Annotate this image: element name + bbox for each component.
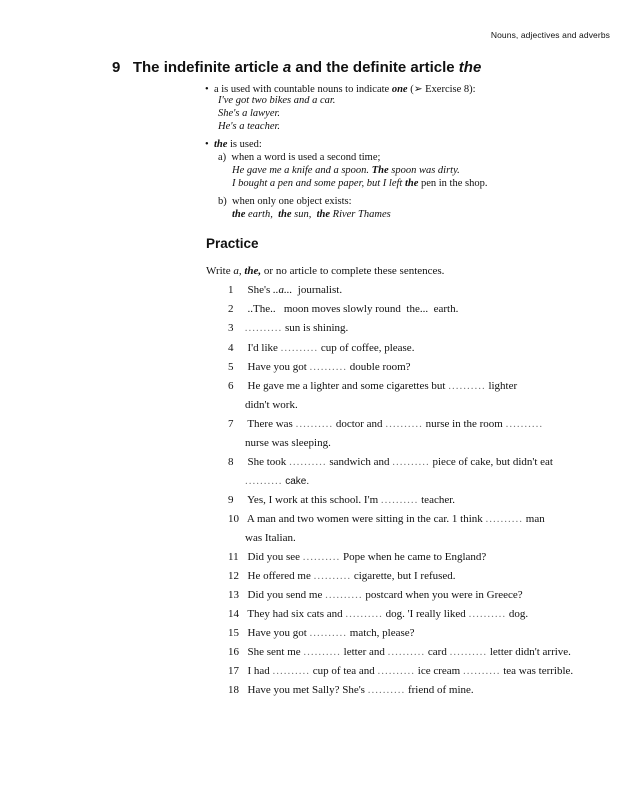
title-text-1: The indefinite article	[132, 59, 279, 76]
practice-heading: Practice	[206, 236, 259, 251]
exercise-item	[228, 627, 415, 639]
rule1-one: one	[391, 84, 408, 95]
exercise-item	[228, 589, 523, 601]
answer-blank[interactable]: ..........	[392, 456, 430, 468]
title-the: the	[458, 59, 482, 76]
item-text: Have you met Sally? She's	[247, 684, 365, 696]
rule1-text: a is used with countable nouns to indicate	[213, 84, 390, 95]
exercise-item	[228, 551, 486, 563]
answer-blank[interactable]: ..........	[385, 418, 423, 430]
item-text: Yes, I work at this school. I'm	[247, 494, 379, 506]
item-text: doctor and	[335, 418, 383, 430]
exercise-item	[228, 303, 458, 315]
answer-blank[interactable]: ..........	[325, 589, 363, 601]
item-text: Did you see	[247, 551, 301, 563]
exercise-item	[228, 456, 553, 468]
answer-blank[interactable]: ..........	[345, 608, 383, 620]
ex-text: I bought a pen and some paper, but I left	[232, 178, 403, 189]
rule1-example: He's a teacher.	[218, 121, 281, 132]
ex-text: River Thames	[332, 209, 391, 220]
rule2-text: is used:	[229, 139, 262, 150]
exercise-item	[228, 284, 342, 296]
answer-blank[interactable]: ..........	[449, 646, 488, 658]
exercise-item	[228, 684, 474, 696]
exercise-item	[228, 322, 348, 334]
item-number: 12	[228, 570, 239, 582]
item-text: piece of cake, but didn't eat	[432, 456, 553, 468]
instr-text: or no article to complete these sentences.	[263, 265, 445, 277]
item-number: 1	[228, 284, 234, 296]
item-text: man	[525, 513, 545, 525]
exercise-item	[228, 665, 573, 677]
title-a: a	[282, 59, 292, 76]
item-text: ice cream	[417, 665, 461, 677]
item-number: 8	[228, 456, 234, 468]
item-text: dog. 'I really liked	[385, 608, 466, 620]
answer-blank[interactable]: ..........	[377, 665, 416, 677]
exercise-item	[228, 380, 517, 392]
exercise-item	[228, 646, 571, 658]
rule2b-label: b)	[218, 196, 227, 207]
item-text: I'd like	[247, 342, 278, 354]
rule1-ref: (➢ Exercise 8):	[410, 84, 476, 95]
rule1-example: I've got two bikes and a car.	[218, 95, 336, 106]
rule2-the: the	[213, 139, 228, 150]
item-text: double room?	[349, 361, 411, 373]
item-text: postcard when you were in Greece?	[365, 589, 523, 601]
item-text: sandwich and	[329, 456, 390, 468]
item-text: Have you got	[247, 627, 307, 639]
rule1-intro	[205, 83, 476, 95]
exercise-item	[228, 608, 528, 620]
answer-blank[interactable]: ..........	[272, 665, 311, 677]
item-text: cigarette, but I refused.	[353, 570, 456, 582]
item-text: I had	[247, 665, 270, 677]
instr-a: a,	[233, 265, 242, 277]
item-number: 17	[228, 665, 239, 677]
answer-blank[interactable]: ..........	[295, 418, 334, 430]
ex-text: pen in the shop.	[420, 178, 488, 189]
ex-bold: the	[316, 209, 331, 220]
exercise-item	[228, 494, 455, 506]
item-text: Have you got	[247, 361, 307, 373]
item-text: She's	[247, 284, 271, 296]
rule1-example: She's a lawyer.	[218, 108, 281, 119]
item-text: Pope when he came to England?	[343, 551, 487, 563]
answer-blank[interactable]: ..........	[387, 646, 426, 658]
item-text: lighter	[488, 380, 518, 392]
ex-text: sun,	[294, 209, 312, 220]
item-text: match, please?	[349, 627, 415, 639]
item-number: 7	[228, 418, 234, 430]
ex-text: earth,	[248, 209, 273, 220]
instr-text: Write	[206, 265, 231, 277]
answer-blank[interactable]: ..........	[367, 684, 406, 696]
rule2b	[218, 196, 352, 207]
answer-blank[interactable]: ..........	[280, 342, 319, 354]
answer-blank[interactable]: ..........	[289, 456, 327, 468]
section-title	[112, 59, 481, 76]
exercise-item	[228, 570, 456, 582]
answer-blank[interactable]: ..........	[485, 513, 524, 525]
exercise-item-continued: didn't work.	[245, 399, 298, 411]
answer-blank[interactable]: ..........	[303, 646, 341, 658]
item-text: cup of coffee, please.	[320, 342, 415, 354]
item-text: nurse in the room	[425, 418, 503, 430]
answer-blank[interactable]: ..........	[302, 551, 341, 563]
answer-blank[interactable]: ..........	[309, 627, 348, 639]
exercise-item-continued: was Italian.	[245, 532, 296, 544]
answer-blank[interactable]: ..........	[244, 322, 283, 334]
item-text: earth.	[433, 303, 459, 315]
item-text: dog.	[508, 608, 529, 620]
exercise-item	[228, 361, 411, 373]
rule2a-example	[232, 178, 487, 189]
item-number: 9	[228, 494, 234, 506]
item-text: card	[427, 646, 447, 658]
section-number: 9	[112, 59, 121, 76]
practice-instruction	[206, 265, 444, 277]
item-text: He offered me	[247, 570, 311, 582]
example-answer: ..The..	[247, 303, 276, 315]
item-text: moon moves slowly round	[283, 303, 401, 315]
ex-bold: the	[232, 209, 246, 220]
ex-bold: the	[404, 178, 419, 189]
item-text: Did you send me	[247, 589, 323, 601]
rule2-intro	[205, 139, 262, 150]
item-text: cake.	[285, 476, 310, 487]
bullet-icon: •	[205, 84, 209, 95]
answer-blank[interactable]: ..........	[313, 570, 352, 582]
exercise-item	[228, 418, 543, 430]
item-text: sun is shining.	[285, 322, 349, 334]
rule2b-text: when only one object exists:	[232, 196, 352, 207]
item-text: They had six cats and	[247, 608, 343, 620]
answer-blank[interactable]: ..........	[309, 361, 348, 373]
item-number: 4	[228, 342, 234, 354]
example-answer: the...	[406, 303, 429, 315]
running-header: Nouns, adjectives and adverbs	[490, 30, 610, 40]
item-number: 10	[228, 513, 239, 525]
item-number: 11	[228, 551, 239, 563]
bullet-icon: •	[205, 139, 209, 150]
item-text: journalist.	[297, 284, 343, 296]
rule2a-label: a)	[218, 152, 227, 163]
example-answer: ..a...	[273, 284, 293, 296]
item-text: cup of tea and	[312, 665, 375, 677]
item-text: He gave me a lighter and some cigarettes but	[247, 380, 446, 392]
ex-bold: the	[278, 209, 292, 220]
item-text: There was	[247, 418, 293, 430]
item-number: 16	[228, 646, 239, 658]
item-number: 5	[228, 361, 234, 373]
exercise-item	[228, 513, 545, 525]
item-text: teacher.	[421, 494, 456, 506]
item-text: letter and	[343, 646, 385, 658]
ex-text: spoon was dirty.	[391, 165, 460, 176]
rule2a-text: when a word is used a second time;	[231, 152, 381, 163]
item-text: She sent me	[247, 646, 301, 658]
item-text: letter didn't arrive.	[489, 646, 571, 658]
item-number: 14	[228, 608, 239, 620]
item-number: 15	[228, 627, 239, 639]
answer-blank[interactable]: ..........	[448, 380, 486, 392]
answer-blank[interactable]: ..........	[380, 494, 419, 506]
item-number: 3	[228, 322, 234, 334]
rule2a	[218, 152, 380, 163]
rule2a-example	[232, 165, 460, 176]
item-text: tea was terrible.	[503, 665, 574, 677]
answer-blank[interactable]: ..........	[505, 418, 544, 430]
ex-bold: The	[371, 165, 389, 176]
item-number: 2	[228, 303, 234, 315]
answer-blank[interactable]: ..........	[462, 665, 501, 677]
title-text-2: and the definite article	[295, 59, 455, 76]
item-text: A man and two women were sitting in the car. 1 think	[246, 513, 483, 525]
item-text: She took	[247, 456, 287, 468]
item-text: friend of mine.	[407, 684, 474, 696]
item-number: 6	[228, 380, 234, 392]
item-number: 13	[228, 589, 239, 601]
answer-blank[interactable]: ..........	[245, 475, 283, 487]
exercise-item-continued: nurse was sleeping.	[245, 437, 331, 449]
item-number: 18	[228, 684, 239, 696]
rule2b-example	[232, 209, 391, 220]
exercise-item	[228, 342, 414, 354]
exercise-item-continued	[245, 475, 309, 487]
answer-blank[interactable]: ..........	[468, 608, 507, 620]
instr-the: the,	[244, 265, 262, 277]
ex-text: He gave me a knife and a spoon.	[232, 165, 370, 176]
